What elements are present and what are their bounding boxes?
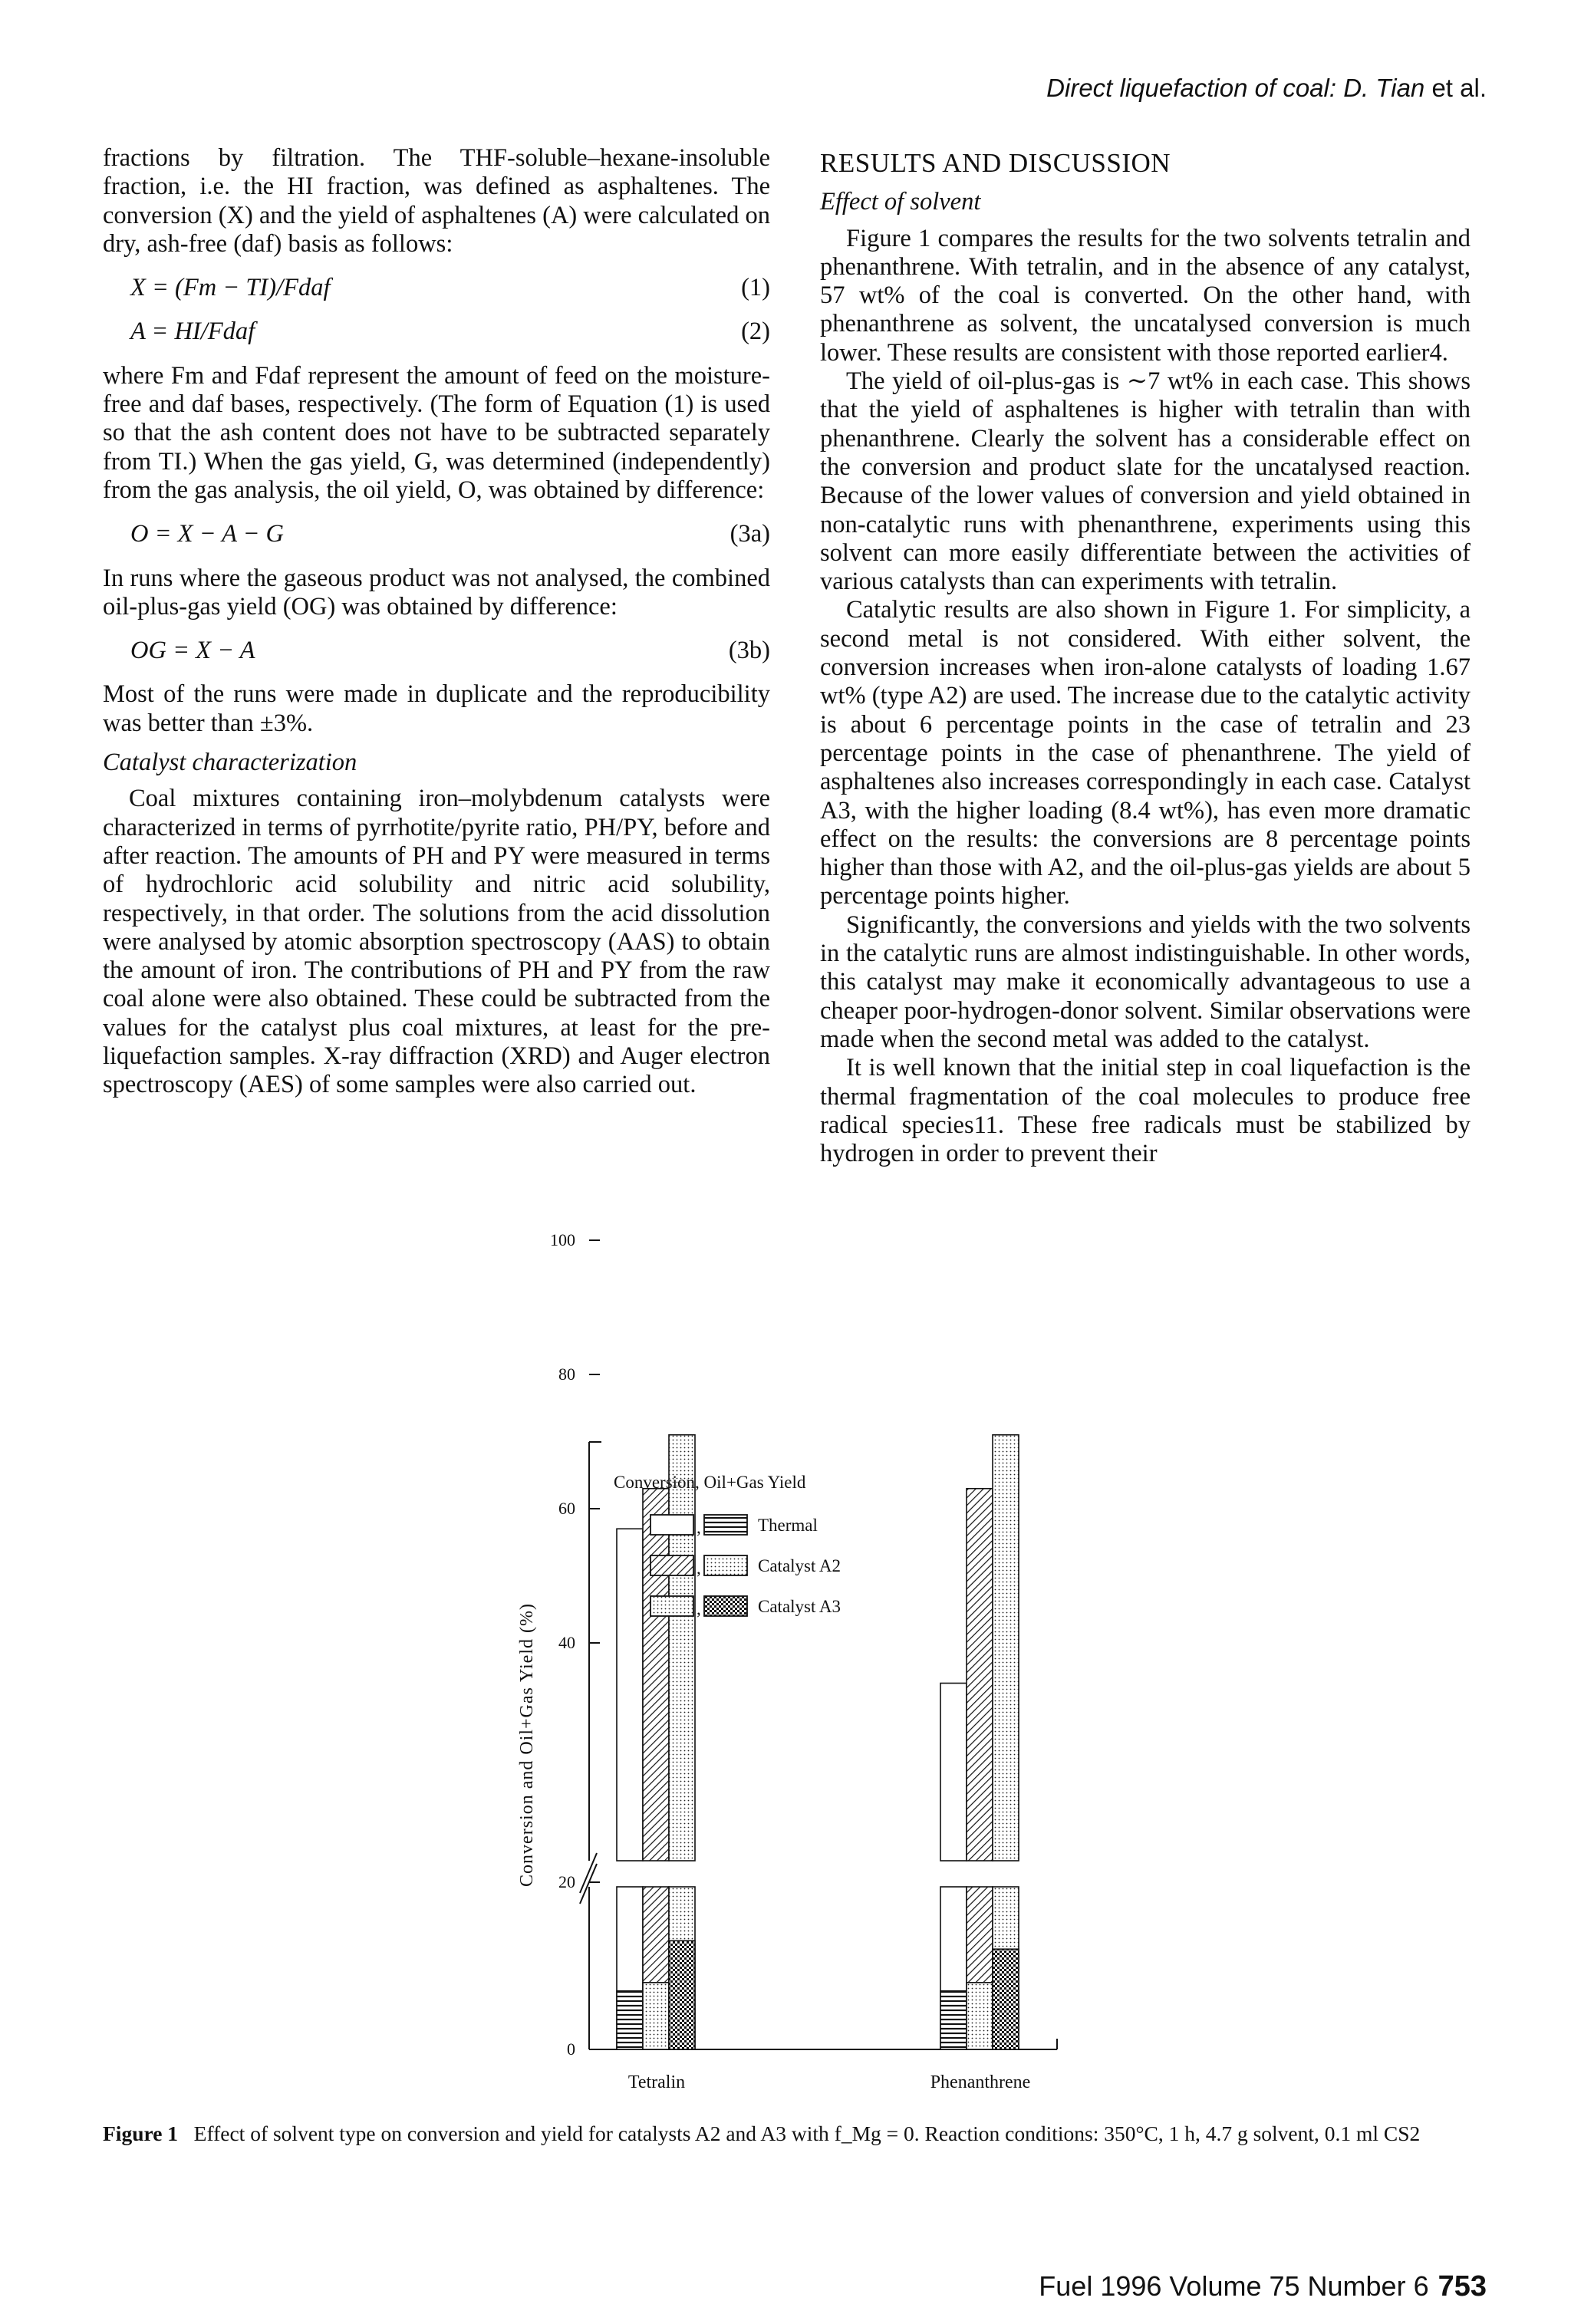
figure-label: Figure 1 [103,2122,179,2145]
equation-text: A = HI/Fdaf [130,318,255,346]
legend-swatch-conversion [650,1555,693,1575]
bar-chart [491,1230,1105,2094]
running-authors-suffix: et al. [1424,74,1487,102]
equation-number: (2) [741,318,770,346]
subheading-catalyst-characterization: Catalyst characterization [103,749,357,777]
bar-conversion-catalyst-a3 [669,1435,695,1861]
legend-swatch-yield [704,1555,747,1575]
paragraph: Most of the runs were made in duplicate and the reproducibility was better than ±3%. [103,680,770,737]
right-column [820,144,1471,1168]
legend-label: Catalyst A2 [758,1556,841,1575]
subheading-effect-of-solvent: Effect of solvent [820,188,981,216]
bar-oil-gas-thermal [940,1991,967,2049]
bar-oil-gas-catalyst-a3 [993,1949,1019,2049]
left-column [103,144,770,1100]
y-tick-label: 60 [558,1499,575,1518]
section-heading: RESULTS AND DISCUSSION [820,148,1171,178]
legend-separator: , [697,1518,701,1537]
legend-separator: , [697,1599,701,1618]
equation-text: O = X − A − G [130,520,285,548]
paragraph: It is well known that the initial step in coal liquefaction is the thermal fragmentation of the coal molecules to produce free radical species11. These free radicals must be stabilized by hydrogen in order to prevent their [820,1054,1471,1168]
figure-caption-text: Effect of solvent type on conversion and yield for catalysts A2 and A3 with f_Mg = 0. Reaction conditions: 350°C, 1 h, 4.7 g solvent, 0.1 ml CS2 [193,2122,1421,2145]
paragraph: The yield of oil-plus-gas is ∼7 wt% in each case. This shows that the yield of asphaltenes is higher with tetralin than with phenanthrene. Clearly the solvent has a considerable effect on the conversion and product slate for the uncatalysed reaction. Because of the lower values of conversion and yield obtained in non-catalytic runs with phenanthrene, experiments using this solvent can more easily differentiate between the activities of various catalysts than can experiments with tetralin. [820,367,1471,596]
journal-citation: Fuel 1996 Volume 75 Number 6 [1039,2270,1429,2302]
x-category-label: Phenanthrene [930,2072,1031,2092]
bar-oil-gas-catalyst-a2 [967,1983,993,2049]
bar-oil-gas-thermal [617,1991,643,2049]
bar-oil-gas-catalyst-a3 [669,1941,695,2049]
page-number: 753 [1438,2270,1487,2303]
equation-3b [130,637,770,665]
page-footer [1039,2270,1487,2303]
equation-number: (3b) [728,637,770,665]
y-tick-label: 0 [567,2039,575,2059]
paragraph: fractions by filtration. The THF-soluble–hexane-insoluble fraction, i.e. the HI fraction, was defined as asphaltenes. The conversion (X) and the yield of asphaltenes (A) were calculated on dry, ash-free (daf) basis as follows: [103,144,770,258]
y-tick-label: 100 [550,1230,575,1249]
bar-conversion-catalyst-a2 [967,1489,993,1861]
paragraph: Significantly, the conversions and yields with the two solvents in the catalytic runs are almost indistinguishable. In other words, this catalyst may make it economically advantageous to use a cheaper poor-hydrogen-donor solvent. Similar observations were made when the second metal was added to the catalyst. [820,910,1471,1053]
equation-text: X = (Fm − TI)/Fdaf [130,274,331,302]
legend-label: Catalyst A3 [758,1597,841,1616]
y-tick-label: 40 [558,1633,575,1652]
legend-title: Conversion, Oil+Gas Yield [614,1473,806,1492]
equation-2 [130,318,770,346]
legend-separator: , [697,1559,701,1578]
paragraph: Catalytic results are also shown in Figure 1. For simplicity, a second metal is not considered. With either solvent, the conversion increases when iron-alone catalysts of loading 1.67 wt% (type A2) are used. The increase due to the catalytic activity is about 6 percentage points in the case of tetralin and 23 percentage points in the case of phenanthrene. The yield of asphaltenes also increases correspondingly in each case. Catalyst A3, with the higher loading (8.4 wt%), has even more dramatic effect on the results: the conversions are 8 percentage points higher than those with A2, and the oil-plus-gas yields are about 5 percentage points higher. [820,596,1471,910]
figure-caption [103,2122,1453,2145]
bar-oil-gas-catalyst-a2 [643,1983,669,2049]
legend-label: Thermal [758,1516,818,1535]
legend-swatch-conversion [650,1515,693,1535]
bar-conversion-catalyst-a2 [643,1489,669,1861]
legend-swatch-yield [704,1596,747,1616]
equation-3a [130,520,770,548]
bar-conversion-catalyst-a3 [993,1435,1019,1861]
running-head [1046,74,1487,103]
bar-conversion-thermal [940,1684,967,1862]
legend-swatch-conversion [650,1596,693,1616]
legend-swatch-yield [704,1515,747,1535]
paragraph: Coal mixtures containing iron–molybdenum catalysts were characterized in terms of pyrrhotite/pyrite ratio, PH/PY, before and after reaction. The amounts of PH and PY were measured in terms of hydrochloric acid solubility and nitric acid solubility, respectively, in that order. The solutions from the acid dissolution were analysed by atomic absorption spectroscopy (AAS) to obtain the amount of iron. The contributions of PH and PY from the raw coal alone were also obtained. These could be subtracted from the values for the catalyst plus coal mixtures, at least for the pre-liquefaction samples. X-ray diffraction (XRD) and Auger electron spectroscopy (AES) of some samples were also carried out. [103,785,770,1099]
x-category-label: Tetralin [627,2072,686,2092]
figure-1 [491,1230,1105,2094]
running-title: Direct liquefaction of coal: D. Tian [1046,74,1425,102]
bar-conversion-thermal [617,1529,643,1861]
equation-1 [130,274,770,302]
paragraph: where Fm and Fdaf represent the amount of feed on the moisture-free and daf bases, respectively. (The form of Equation (1) is used so that the ash content does not have to be subtracted separately from TI.) When the gas yield, G, was determined (independently) from the gas analysis, the oil yield, O, was obtained by difference: [103,361,770,504]
y-tick-label: 20 [558,1872,575,1891]
equation-text: OG = X − A [130,637,255,665]
y-tick-label: 80 [558,1364,575,1384]
y-axis-label: Conversion and Oil+Gas Yield (%) [517,1603,537,1887]
paragraph: Figure 1 compares the results for the two solvents tetralin and phenanthrene. With tetralin, and in the absence of any catalyst, 57 wt% of the coal is converted. On the other hand, with phenanthrene as solvent, the uncatalysed conversion is much lower. These results are consistent with those reported earlier4. [820,224,1471,367]
equation-number: (3a) [730,520,770,548]
paragraph: In runs where the gaseous product was not analysed, the combined oil-plus-gas yield (OG) was obtained by difference: [103,564,770,621]
equation-number: (1) [741,274,770,302]
